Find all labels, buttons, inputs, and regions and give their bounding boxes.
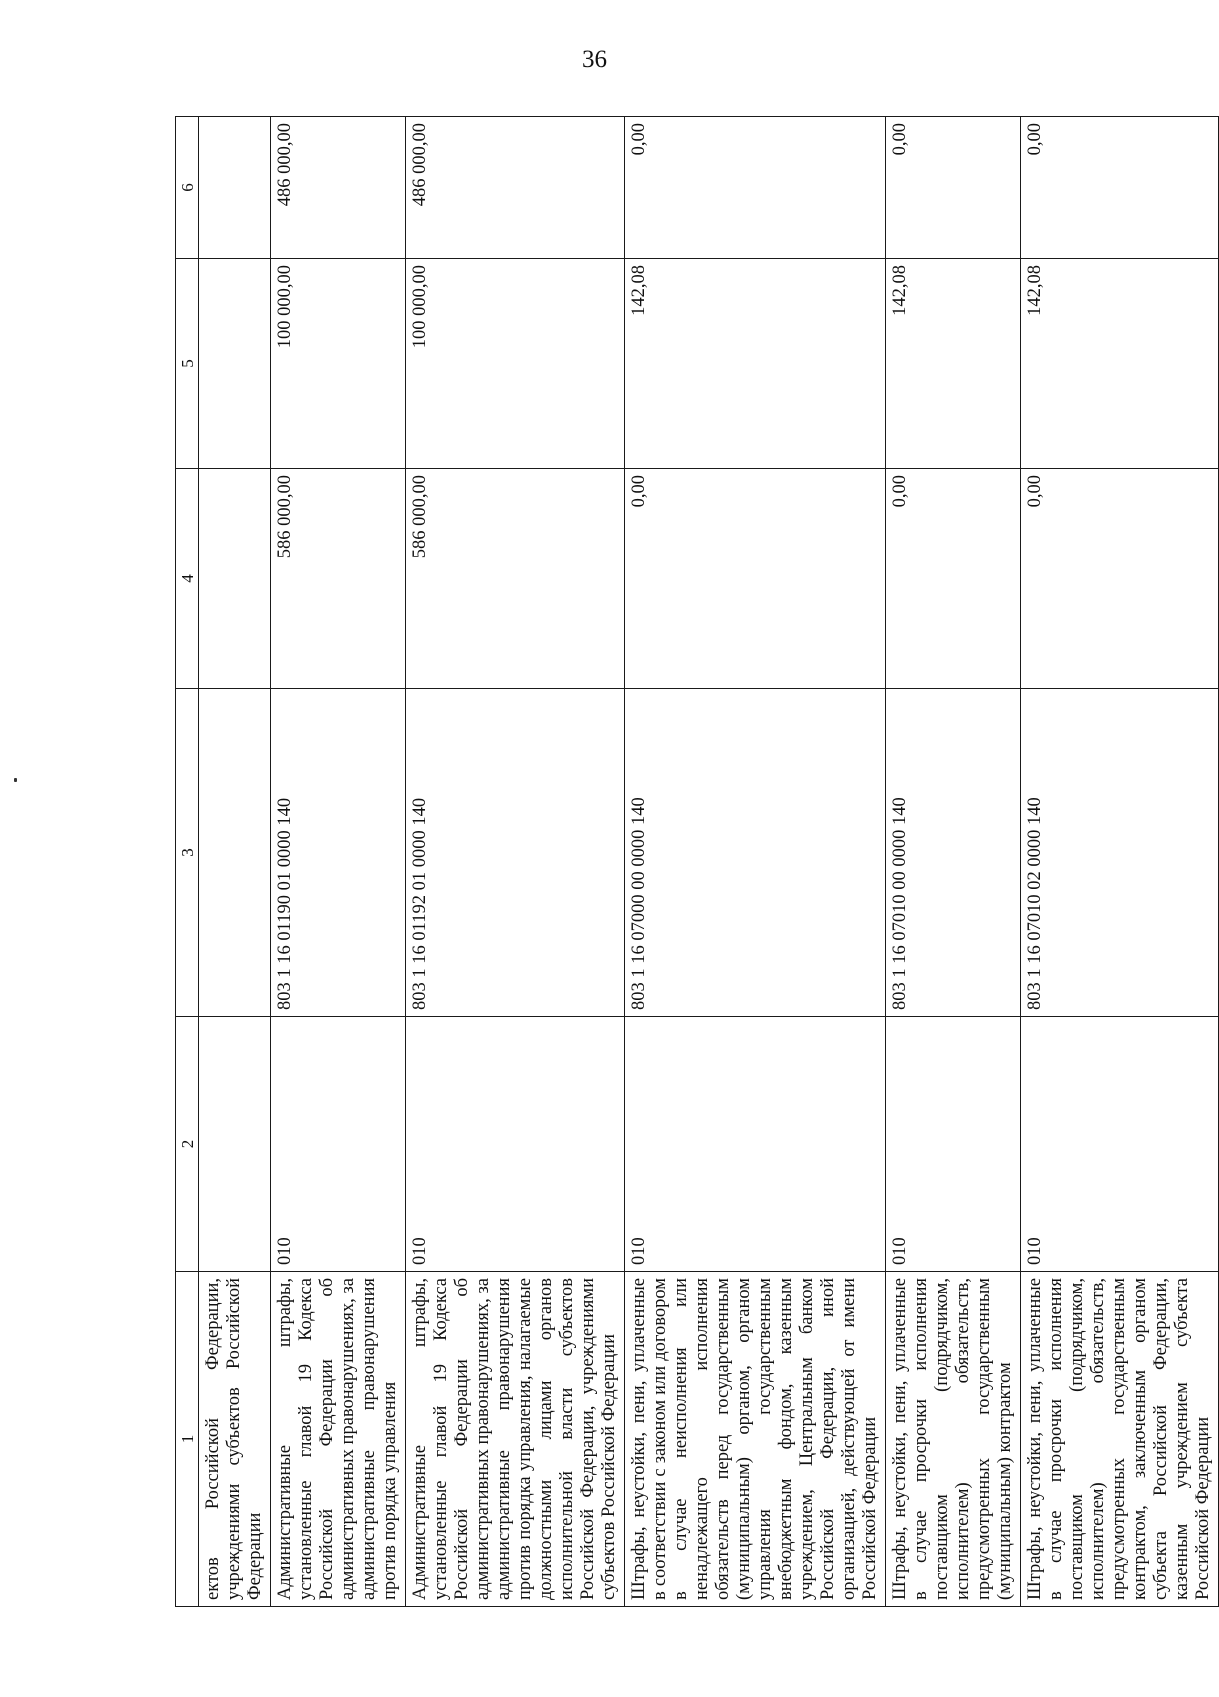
table-row [625,117,886,1607]
table-cell [199,259,271,469]
row-name: Штрафы, неустойки, пени, уплаченные в случае просрочки исполнения поставщиком (подрядчиком, исполнителем) обязательств, предусмотренных государственным контрактом, заключенным органом субъекта Российской Федерации, казенным учреждением субъекта Российской Федерации [1021,1272,1219,1607]
kbk-code: 803 1 16 07010 02 0000 140 [1021,689,1219,1017]
table-header-row [176,117,199,1607]
row-name: Административные штрафы, установленные главой 19 Кодекса Российской Федерации об административных правонарушениях, за административные правонарушения против порядка управления, налагаемые должностными лицами органов исполнительной власти субъектов Российской Федерации, учреждениями субъектов Российской Федерации [406,1272,625,1607]
table-cell [199,689,271,1017]
column-header: 4 [176,469,199,689]
table-row [271,117,406,1607]
executed-value: 142,08 [625,259,886,469]
table-cell [199,1017,271,1272]
not-executed-value: 0,00 [1021,117,1219,259]
row-name: Административные штрафы, установленные главой 19 Кодекса Российской Федерации об административных правонарушениях, за административные правонарушения против порядка управления [271,1272,406,1607]
executed-value: 100 000,00 [406,259,625,469]
row-name: Штрафы, неустойки, пени, уплаченные в соответствии с законом или договором в случае неисполнения или ненадлежащего исполнения обязательств перед государственным (муниципальным) органом, органом управления государственным внебюджетным фондом, казенным учреждением, Центральным банком Российской Федерации, иной организацией, действующей от имени Российской Федерации [625,1272,886,1607]
row-name: Штрафы, неустойки, пени, уплаченные в случае просрочки исполнения поставщиком (подрядчиком, исполнителем) обязательств, предусмотренных государственным (муниципальным) контрактом [886,1272,1021,1607]
continuation-text: ектов Российской Федерации, учреждениями субъектов Российской Федерации [199,1272,271,1607]
column-header: 5 [176,259,199,469]
column-header: 6 [176,117,199,259]
line-code: 010 [1021,1017,1219,1272]
executed-value: 100 000,00 [271,259,406,469]
approved-value: 586 000,00 [406,469,625,689]
line-code: 010 [886,1017,1021,1272]
executed-value: 142,08 [886,259,1021,469]
not-executed-value: 0,00 [886,117,1021,259]
executed-value: 142,08 [1021,259,1219,469]
kbk-code: 803 1 16 07000 00 0000 140 [625,689,886,1017]
approved-value: 586 000,00 [271,469,406,689]
table-row [406,117,625,1607]
column-header: 1 [176,1272,199,1607]
rotated-table-container [175,117,1213,1607]
approved-value: 0,00 [886,469,1021,689]
not-executed-value: 486 000,00 [406,117,625,259]
scan-artifact [14,778,17,782]
approved-value: 0,00 [625,469,886,689]
report-table [175,116,1219,1607]
table-row [1021,117,1219,1607]
approved-value: 0,00 [1021,469,1219,689]
line-code: 010 [625,1017,886,1272]
page-number: 36 [582,46,607,73]
column-header: 2 [176,1017,199,1272]
table-cell [199,469,271,689]
table-row [886,117,1021,1607]
table-row [199,117,271,1607]
not-executed-value: 486 000,00 [271,117,406,259]
table-cell [199,117,271,259]
column-header: 3 [176,689,199,1017]
kbk-code: 803 1 16 07010 00 0000 140 [886,689,1021,1017]
not-executed-value: 0,00 [625,117,886,259]
line-code: 010 [271,1017,406,1272]
kbk-code: 803 1 16 01192 01 0000 140 [406,689,625,1017]
line-code: 010 [406,1017,625,1272]
kbk-code: 803 1 16 01190 01 0000 140 [271,689,406,1017]
